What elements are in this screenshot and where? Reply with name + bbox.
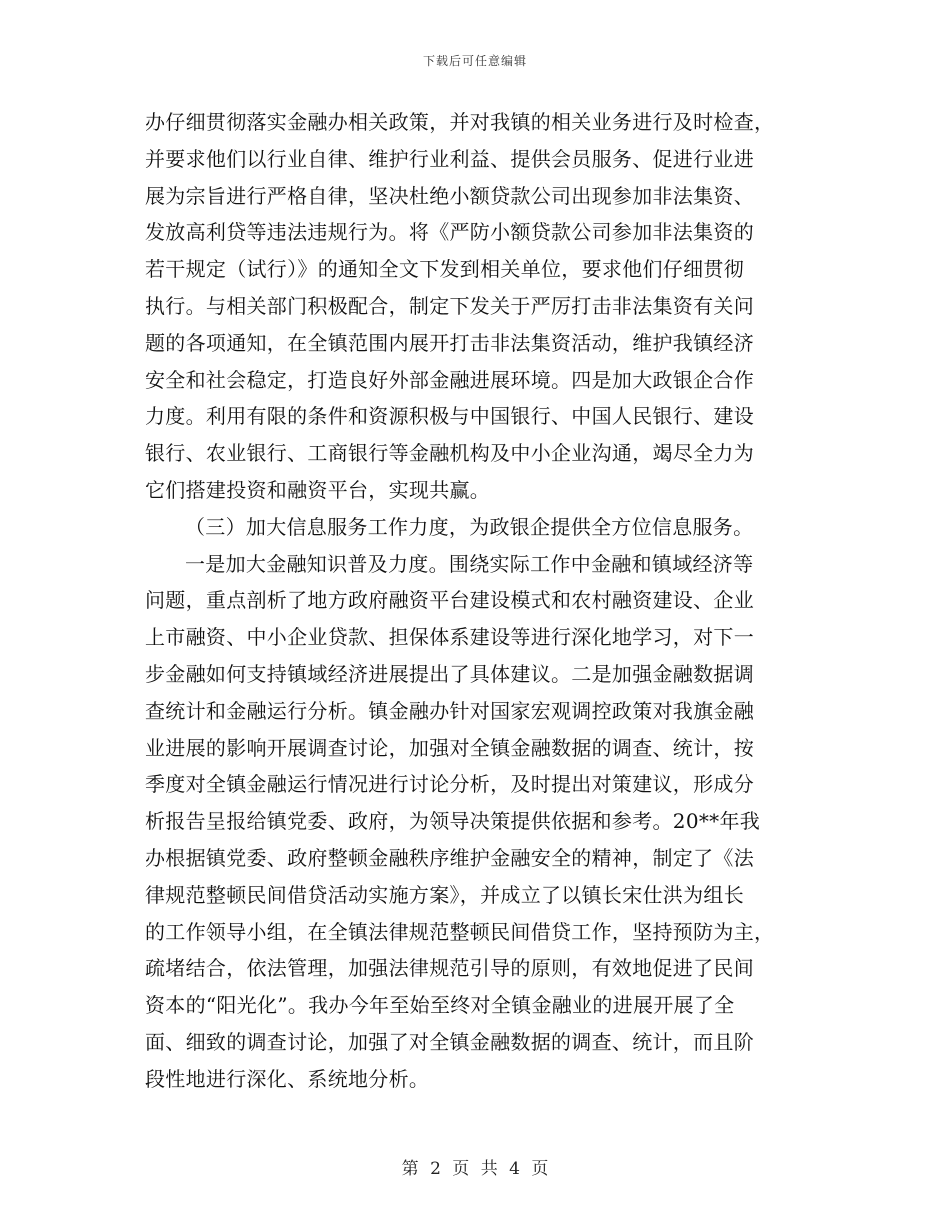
text-line: 执行。与相关部门积极配合，制定下发关于严厉打击非法集资有关问 bbox=[145, 293, 754, 318]
text-line: 面、细致的调查讨论，加强了对全镇金融数据的调查、统计，而且阶 bbox=[145, 1029, 754, 1054]
text-line: 段性地进行深化、系统地分析。 bbox=[145, 1066, 430, 1091]
paragraph-first-line: 一是加大金融知识普及力度。围绕实际工作中金融和镇域经济等 bbox=[185, 551, 754, 576]
text-line: 展为宗旨进行严格自律，坚决杜绝小额贷款公司出现参加非法集资、 bbox=[145, 183, 754, 208]
text-line: 业进展的影响开展调查讨论，加强对全镇金融数据的调查、统计，按 bbox=[145, 735, 754, 760]
text-line: 季度对全镇金融运行情况进行讨论分析，及时提出对策建议，形成分 bbox=[145, 772, 754, 797]
text-line: 题的各项通知，在全镇范围内展开打击非法集资活动，维护我镇经济 bbox=[145, 330, 754, 355]
text-line: 并要求他们以行业自律、维护行业利益、提供会员服务、促进行业进 bbox=[145, 146, 754, 171]
text-line: 它们搭建投资和融资平台，实现共赢。 bbox=[145, 477, 491, 502]
text-line: 析报告呈报给镇党委、政府，为领导决策提供依据和参考。20**年我 bbox=[145, 809, 761, 834]
text-line: 若干规定（试行）》的通知全文下发到相关单位，要求他们仔细贯彻 bbox=[145, 257, 744, 282]
text-line: 办根据镇党委、政府整顿金融秩序维护金融安全的精神，制定了《法 bbox=[145, 845, 754, 870]
text-line: 发放高利贷等违法违规行为。将《严防小额贷款公司参加非法集资的 bbox=[145, 220, 754, 245]
page-header: 下载后可任意编辑 bbox=[422, 54, 527, 68]
text-line: 力度。利用有限的条件和资源积极与中国银行、中国人民银行、建设 bbox=[145, 404, 754, 429]
text-line: 安全和社会稳定，打造良好外部金融进展环境。四是加大政银企合作 bbox=[145, 367, 754, 392]
section-heading: （三）加大信息服务工作力度，为政银企提供全方位信息服务。 bbox=[185, 514, 754, 539]
text-line: 上市融资、中小企业贷款、担保体系建设等进行深化地学习，对下一 bbox=[145, 625, 754, 650]
text-line: 步金融如何支持镇域经济进展提出了具体建议。二是加强金融数据调 bbox=[145, 661, 754, 686]
text-line: 律规范整顿民间借贷活动实施方案》，并成立了以镇长宋仕洪为组长 bbox=[145, 882, 744, 907]
text-line: 问题，重点剖析了地方政府融资平台建设模式和农村融资建设、企业 bbox=[145, 588, 754, 613]
text-line: 的工作领导小组，在全镇法律规范整顿民间借贷工作，坚持预防为主， bbox=[145, 919, 775, 944]
page-number: 第 2 页 共 4 页 bbox=[401, 1159, 549, 1179]
text-line: 疏堵结合，依法管理，加强法律规范引导的原则，有效地促进了民间 bbox=[145, 956, 754, 981]
text-line: 银行、农业银行、工商银行等金融机构及中小企业沟通，竭尽全力为 bbox=[145, 441, 754, 466]
text-line: 查统计和金融运行分析。镇金融办针对国家宏观调控政策对我旗金融 bbox=[145, 698, 754, 723]
text-line: 办仔细贯彻落实金融办相关政策，并对我镇的相关业务进行及时检查， bbox=[145, 110, 775, 134]
document-body bbox=[145, 104, 805, 1098]
text-line: 资本的“阳光化”。我办今年至始至终对全镇金融业的进展开展了全 bbox=[145, 993, 735, 1018]
